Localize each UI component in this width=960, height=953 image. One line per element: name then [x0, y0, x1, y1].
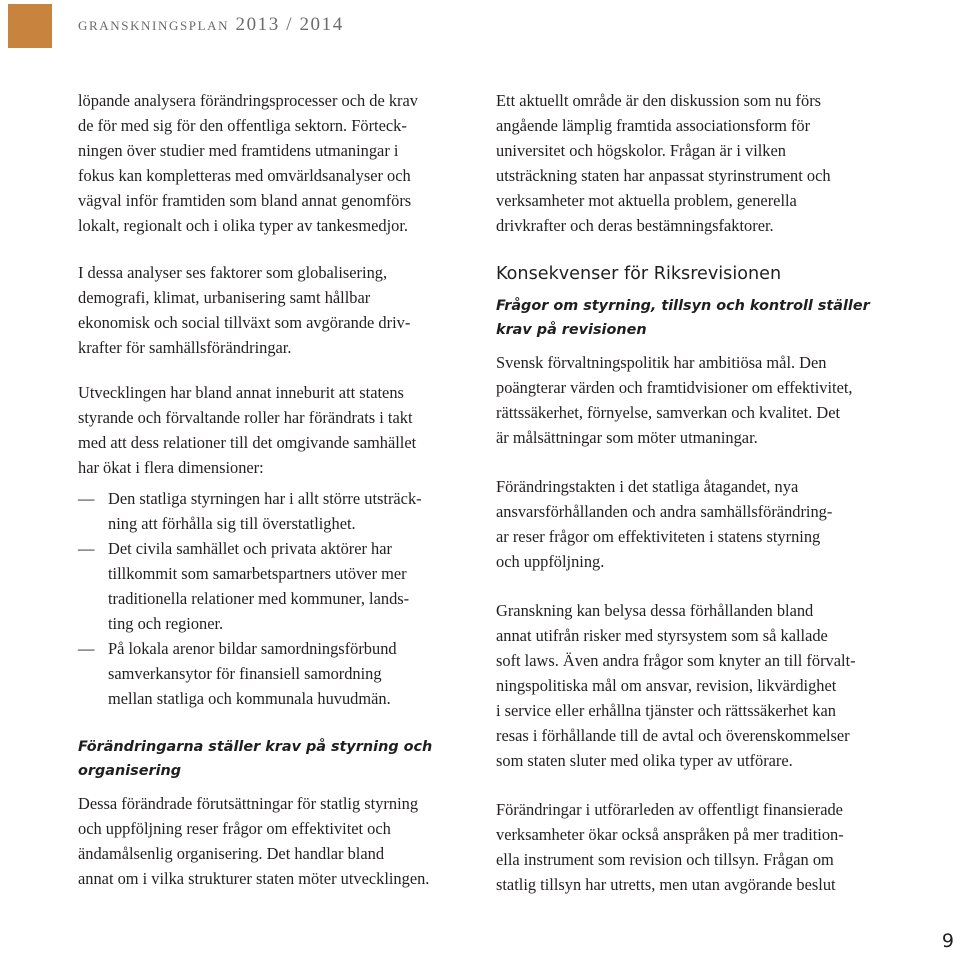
right-paragraph-4: Granskning kan belysa dessa förhållanden bland annat utifrån risker med styrsystem som så kallade soft laws. Även andra frågor som knyter an till förvalt- ningspolitiska mål om ansvar, revision, likvärdighet i service eller erhållna tjänster och rättssäkerhet kan resas i förhållande till de avtal och överenskommelser som staten sluter med olika typer av utförare. — [496, 601, 856, 770]
right-subheading: Frågor om styrning, tillsyn och kontroll ställer krav på revisionen — [496, 298, 870, 338]
left-subheading: Förändringarna ställer krav på styrning och organisering — [78, 739, 433, 779]
list-item-text: På lokala arenor bildar samordningsförbund samverkansytor för finansiell samordning mellan statliga och kommunala huvudmän. — [108, 639, 397, 708]
left-paragraph-1: löpande analysera förändringsprocesser och de krav de för med sig för den offentliga sektorn. Förteck- ningen över studier med framtidens utmaningar i fokus kan kompletteras med omvärldsanalyser och vägval inför framtiden som bland annat genomförs lokalt, regionalt och i olika typer av tankesmedjor. — [78, 91, 418, 235]
list-item-text: Den statliga styrningen har i allt större utsträck- ning att förhålla sig till överstatlighet. — [108, 489, 422, 533]
dash-bullet-icon: — — [78, 639, 95, 658]
left-paragraph-3: Utvecklingen har bland annat inneburit att statens styrande och förvaltande roller har förändrats i takt med att dess relationer till det omgivande samhället har ökat i flera dimensioner: — [78, 383, 417, 477]
list-item-text: Det civila samhället och privata aktörer har tillkommit som samarbetspartners utöver mer traditionella relationer med kommuner, lands- ting och regioner. — [108, 539, 410, 633]
right-column — [496, 88, 886, 921]
left-paragraph-4: Dessa förändrade förutsättningar för statlig styrning och uppföljning reser frågor om effektivitet och ändamålsenlig organisering. Det handlar bland annat om i vilka strukturer staten möter utvecklingen. — [78, 794, 430, 888]
running-header-title: granskningsplan 2013 / 2014 — [78, 14, 344, 35]
right-paragraph-1: Ett aktuellt område är den diskussion som nu förs angående lämplig framtida associationsform för universitet och högskolor. Frågan är i vilken utsträckning staten har anpassat styrinstrument och verksamheter mot aktuella problem, generella drivkrafter och deras bestämningsfaktorer. — [496, 91, 831, 235]
page-number: 9 — [941, 930, 954, 952]
right-paragraph-2: Svensk förvaltningspolitik har ambitiösa mål. Den poängterar värden och framtidvisioner om effektivitet, rättssäkerhet, förnyelse, samverkan och kvalitet. Det är målsättningar som möter utmaningar. — [496, 353, 853, 447]
section-heading: Konsekvenser för Riksrevisionen — [496, 264, 782, 284]
list-item — [78, 536, 468, 636]
dash-list — [78, 486, 468, 711]
dash-bullet-icon: — — [78, 539, 95, 558]
dash-bullet-icon: — — [78, 489, 95, 508]
list-item — [78, 486, 468, 536]
header-accent-square — [8, 4, 52, 48]
right-paragraph-5: Förändringar i utförarleden av offentligt finansierade verksamheter ökar också anspråken på mer tradition- ella instrument som revision och tillsyn. Frågan om statlig tillsyn har utretts, men utan avgörande beslut — [496, 800, 844, 894]
right-paragraph-3: Förändringstakten i det statliga åtagandet, nya ansvarsförhållanden och andra samhällsförändring- ar reser frågor om effektiviteten i statens styrning och uppföljning. — [496, 477, 833, 571]
left-paragraph-2: I dessa analyser ses faktorer som globalisering, demografi, klimat, urbanisering samt hållbar ekonomisk och social tillväxt som avgörande driv- krafter för samhällsförändringar. — [78, 263, 411, 357]
list-item — [78, 636, 468, 711]
left-column — [78, 88, 468, 915]
